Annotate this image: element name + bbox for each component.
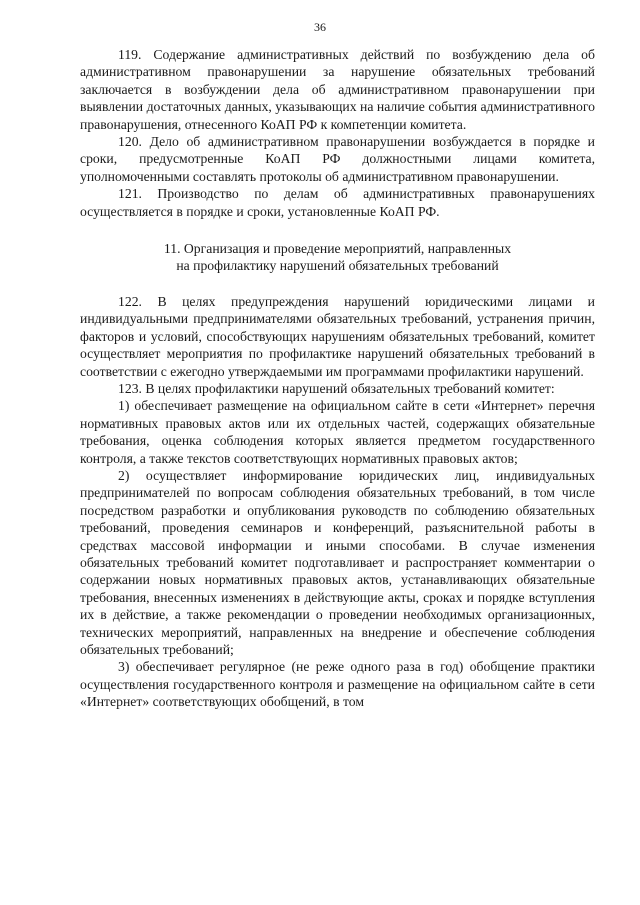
paragraph-120: 120. Дело об административном правонарушении возбуждается в порядке и сроки, предусмотренные КоАП РФ должностными лицами комитета, уполномоченными составлять протоколы об административном правонарушении. [80,134,595,184]
section-heading [80,240,595,275]
page-number: 36 [314,20,326,34]
section-heading-line-2: на профилактику нарушений обязательных требований [176,258,499,274]
paragraph-122: 122. В целях предупреждения нарушений юридическими лицами и индивидуальными предпринимателями обязательных требований, устранения причин, факторов и условий, способствующих нарушениям обязательных требований, комитет осуществляет мероприятия по профилактике нарушений обязательных требований в соответствии с ежегодно утверждаемыми им программами профилактики нарушений. [80,293,595,379]
list-item-3: 3) обеспечивает регулярное (не реже одного раза в год) обобщение практики осуществления государственного контроля и размещение на официальном сайте в сети «Интернет» соответствующих обобщений, в том [80,659,595,710]
paragraph-123: 123. В целях профилактики нарушений обязательных требований комитет: [118,380,555,396]
document-body [80,46,595,711]
paragraph-119: 119. Содержание административных действий по возбуждению дела об административном правонарушении за нарушение обязательных требований заключается в возбуждении дела об административном правонарушении при выявлении достаточных данных, указывающих на наличие события административного правонарушения, отнесенного КоАП РФ к компетенции комитета. [80,47,595,132]
paragraph-121: 121. Производство по делам об административных правонарушениях осуществляется в порядке и сроки, установленные КоАП РФ. [80,186,595,219]
list-item-1: 1) обеспечивает размещение на официальном сайте в сети «Интернет» перечня нормативных правовых актов или их отдельных частей, содержащих обязательные требования, оценка соблюдения которых является предметом государственного контроля, а также текстов соответствующих нормативных правовых актов; [80,398,595,466]
section-heading-line-1: 11. Организация и проведение мероприятий, направленных [163,241,512,257]
list-item-2: 2) осуществляет информирование юридических лиц, индивидуальных предпринимателей по вопросам соблюдения обязательных требований, в том числе посредством разработки и опубликования руководств по соблюдению обязательных требований, проведения семинаров и конференций, разъяснительной работы в средствах массовой информации и иными способами. В случае изменения обязательных требований комитет подготавливает и распространяет комментарии о содержании новых нормативных правовых актов, устанавливающих обязательные требования, внесенных изменениях в действующие акты, сроках и порядке вступления их в действие, а также рекомендации о проведении необходимых организационных, технических мероприятий, направленных на внедрение и обеспечение соблюдения обязательных требований; [80,467,595,657]
